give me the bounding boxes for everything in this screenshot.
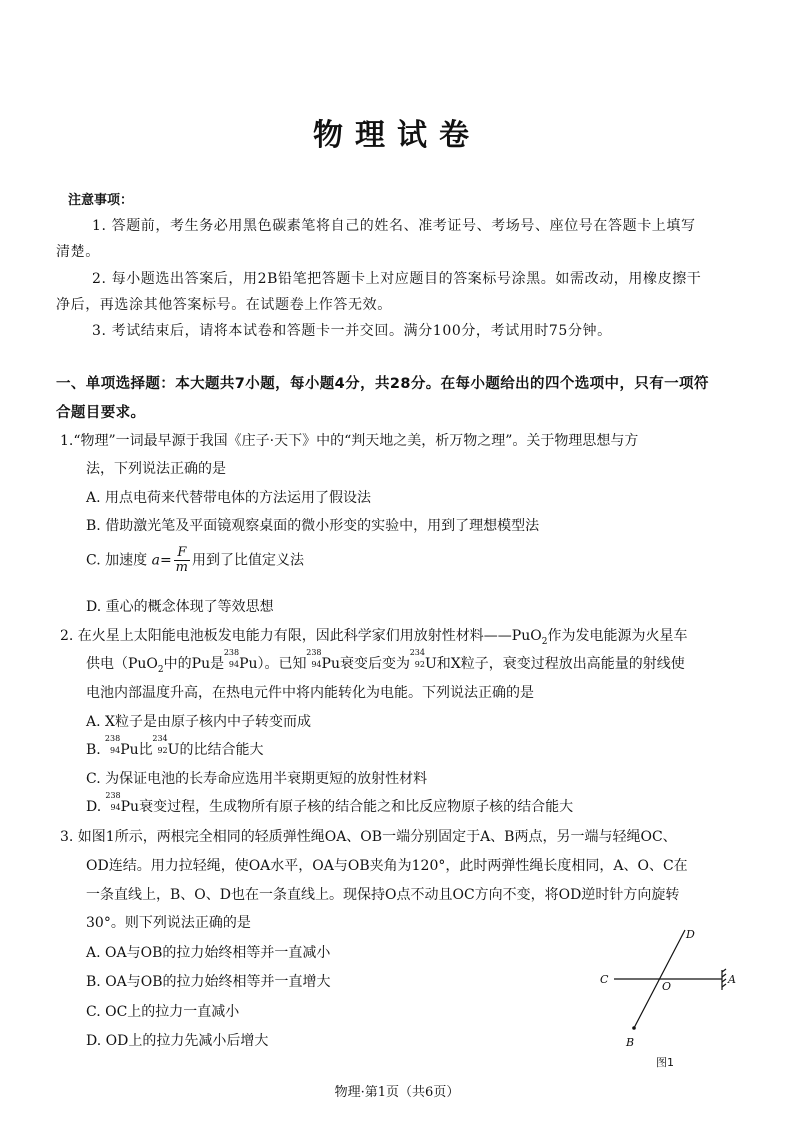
- q3-option-a: A. OA与OB的拉力始终相等并一直减小: [86, 945, 331, 961]
- q2-option-a: A. X粒子是由原子核内中子转变而成: [86, 714, 311, 730]
- pu-mass-number-d: 238: [105, 791, 121, 800]
- u-isotope-notation: [409, 648, 425, 669]
- label-c: C: [600, 973, 609, 986]
- q3-stem-line-4: 30°。则下列说法正确的是: [86, 915, 251, 931]
- page-title: 物理试卷: [313, 118, 481, 153]
- q2-option-b: [86, 734, 264, 759]
- q2-l1-pre: 2. 在火星上太阳能电池板发电能力有限，因此科学家们用放射性材料——PuO: [60, 628, 542, 644]
- label-b: B: [626, 1036, 635, 1049]
- pu-mass-number-b: 238: [104, 734, 121, 743]
- pu-atomic-number: 94: [228, 660, 240, 669]
- pu-symbol: Pu: [239, 656, 258, 672]
- label-d: D: [686, 928, 695, 941]
- q2-stem-line-3: 电池内部温度升高，在热电元件中将内能转化为电能。下列说法正确的是: [86, 685, 534, 701]
- q1-fraction: [174, 546, 190, 575]
- q3-option-d: D. OD上的拉力先减小后增大: [86, 1033, 269, 1049]
- q2-l2-a: 供电（PuO: [86, 656, 158, 672]
- q2-option-d: [86, 791, 574, 816]
- q1-fraction-denominator: m: [175, 560, 188, 575]
- pu-symbol-b: Pu: [120, 742, 139, 758]
- q1-option-b: B. 借助激光笔及平面镜观察桌面的微小形变的实验中，用到了理想模型法: [86, 518, 540, 534]
- pu-atomic-number-2: 94: [311, 660, 322, 669]
- q3-stem-line-1: 3. 如图1所示，两根完全相同的轻质弹性绳OA、OB一端分别固定于A、B两点，另一端与轻绳OC、: [60, 829, 677, 845]
- q2-l1-post: 作为发电能源为火星车: [547, 628, 688, 644]
- u-mass-number-b: 234: [152, 734, 168, 743]
- section-1-heading-cont: 合题目要求。: [56, 405, 146, 421]
- q2-stem-line-2: [86, 648, 685, 675]
- q1-option-c-prefix: C. 加速度: [86, 552, 148, 569]
- q2-b-mid: 比: [138, 742, 153, 758]
- u-atomic-number-b: 92: [157, 746, 168, 755]
- notice-item-2-line-1: 2. 每小题选出答案后，用2B铅笔把答题卡上对应题目的答案标号涂黑。如需改动，用橡皮擦干: [92, 271, 702, 287]
- q3-option-c: C. OC上的拉力一直减小: [86, 1004, 240, 1020]
- pu-symbol-d: Pu: [120, 799, 140, 815]
- q1-stem-line-2: 法，下列说法正确的是: [86, 461, 226, 477]
- q2-l2-sub: 2: [157, 664, 164, 675]
- notice-heading: 注意事项：: [68, 193, 134, 208]
- q1-fraction-numerator: F: [174, 546, 190, 561]
- label-o: O: [662, 980, 672, 993]
- q2-l2-d: 衰变后变为: [339, 656, 410, 672]
- label-a: A: [728, 973, 736, 986]
- pu-isotope-notation: [223, 648, 240, 669]
- figure-caption: 图1: [656, 1056, 674, 1069]
- notice-item-3: 3. 考试结束后，请将本试卷和答题卡一并交回。满分100分，考试用时75分钟。: [92, 323, 612, 339]
- pu-atomic-number-d: 94: [110, 803, 121, 812]
- pu-isotope-notation-d: [105, 791, 121, 812]
- q2-b-prefix: B.: [86, 742, 106, 758]
- q1-option-c-suffix: 用到了比值定义法: [192, 552, 304, 569]
- q1-stem-line-1: 1.“物理”一词最早源于我国《庄子·天下》中的“判天地之美，析万物之理”。关于物理思想与方: [60, 433, 639, 449]
- q2-d-prefix: D.: [86, 799, 106, 815]
- u-isotope-notation-b: [152, 734, 168, 755]
- q2-stem-line-1: [60, 625, 687, 647]
- q3-option-b: B. OA与OB的拉力始终相等并一直增大: [86, 974, 331, 990]
- q2-l2-b: 中的Pu是: [163, 656, 225, 672]
- section-1-heading: 一、单项选择题：本大题共7小题，每小题4分，共28分。在每小题给出的四个选项中，只有一项符: [56, 376, 709, 392]
- pu-isotope-notation-b: [104, 734, 121, 755]
- pu-mass-number-2: 238: [306, 648, 322, 657]
- pu-mass-number: 238: [223, 648, 240, 657]
- u-mass-number: 234: [409, 648, 425, 657]
- q3-stem-line-3: 一条直线上，B、O、D也在一条直线上。现保持O点不动且OC方向不变，将OD逆时针方向旋转: [86, 887, 680, 903]
- point-b-dot: [632, 1026, 636, 1030]
- q1-option-c: [86, 546, 304, 575]
- q2-l2-e: 和X粒子，衰变过程放出高能量的射线使: [436, 656, 685, 672]
- q2-l2-c: ）。已知: [257, 656, 307, 672]
- notice-item-1-line-1: 1. 答题前，考生务必用黑色碳素笔将自己的姓名、准考证号、考场号、座位号在答题卡上填写: [92, 218, 696, 234]
- u-atomic-number: 92: [414, 660, 425, 669]
- figure-1-diagram: [594, 922, 744, 1072]
- q2-d-suffix: 衰变过程，生成物所有原子核的结合能之和比反应物原子核的结合能大: [139, 799, 574, 815]
- u-symbol: U: [424, 656, 437, 672]
- q2-b-suffix: 的比结合能大: [179, 742, 264, 758]
- pu-atomic-number-b: 94: [110, 746, 121, 755]
- notice-item-1-line-2: 清楚。: [56, 244, 100, 260]
- pu-symbol-2: Pu: [321, 656, 340, 672]
- q1-option-c-eq: =: [159, 552, 172, 569]
- q1-option-d: D. 重心的概念体现了等效思想: [86, 599, 274, 615]
- q2-option-c: C. 为保证电池的长寿命应选用半衰期更短的放射性材料: [86, 771, 428, 787]
- q1-option-a: A. 用点电荷来代替带电体的方法运用了假设法: [86, 490, 372, 506]
- notice-item-2-line-2: 净后，再选涂其他答案标号。在试题卷上作答无效。: [56, 297, 392, 313]
- q2-l1-sub: 2: [541, 636, 548, 647]
- page-footer: 物理·第1页（共6页）: [334, 1085, 460, 1100]
- u-symbol-b: U: [167, 742, 180, 758]
- q1-option-c-var: a: [151, 552, 160, 569]
- q3-stem-line-2: OD连结。用力拉轻绳，使OA水平，OA与OB夹角为120°，此时两弹性绳长度相同，A、O、C在: [86, 858, 688, 874]
- pu-isotope-notation-2: [306, 648, 322, 669]
